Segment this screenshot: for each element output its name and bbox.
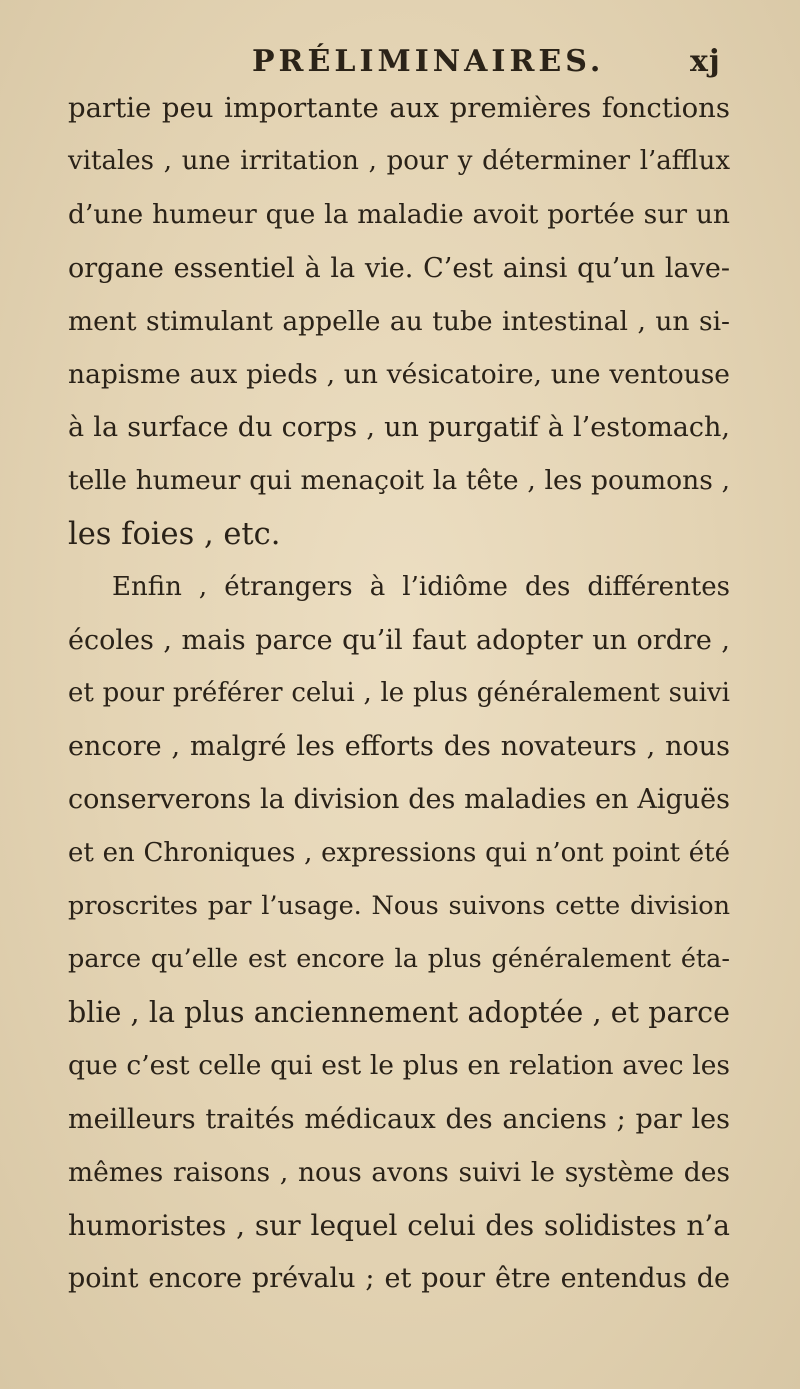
text-line: parce qu’elle est encore la plus généralement éta- [68, 944, 730, 974]
text-line: meilleurs traités médicaux des anciens ; par les [68, 1103, 730, 1135]
text-line: encore , malgré les efforts des novateurs , nous [68, 731, 730, 763]
text-line: à la surface du corps , un purgatif à l’estomach, [68, 412, 730, 444]
text-line: d’une humeur que la maladie avoit portée sur un [68, 199, 730, 231]
text-line: ment stimulant appelle au tube intestinal , un si- [68, 305, 730, 337]
page-header [0, 44, 800, 84]
text-line: et en Chroniques , expressions qui n’ont point été [68, 837, 730, 868]
text-line: écoles , mais parce qu’il faut adopter un ordre , [68, 624, 730, 656]
body-text [68, 82, 730, 1305]
text-line: que c’est celle qui est le plus en relation avec les [68, 1050, 730, 1082]
text-line: et pour préférer celui , le plus généralement suivi [68, 678, 730, 709]
running-title: PRÉLIMINAIRES. [252, 44, 605, 79]
text-line: humoristes , sur lequel celui des solidistes n’a [68, 1208, 730, 1242]
text-line: partie peu importante aux premières fonctions [68, 92, 730, 124]
text-line: conserverons la division des maladies en Aiguës [68, 784, 730, 816]
text-line: vitales , une irritation , pour y déterminer l’afflux [68, 146, 730, 177]
text-line: mêmes raisons , nous avons suivi le système des [68, 1156, 730, 1188]
text-line: telle humeur qui menaçoit la tête , les poumons , [68, 465, 730, 497]
text-line: blie , la plus anciennement adoptée , et parce [68, 996, 730, 1030]
paragraph-start-line: Enfin , étrangers à l’idiôme des différentes [112, 571, 730, 602]
text-line: les foies , etc. [68, 516, 281, 552]
text-line: point encore prévalu ; et pour être entendus de [68, 1263, 730, 1295]
text-line: proscrites par l’usage. Nous suivons cette division [68, 890, 730, 921]
page-number: xj [690, 44, 721, 79]
text-line: napisme aux pieds , un vésicatoire, une ventouse [68, 358, 730, 390]
text-line: organe essentiel à la vie. C’est ainsi qu’un lave- [68, 252, 730, 284]
